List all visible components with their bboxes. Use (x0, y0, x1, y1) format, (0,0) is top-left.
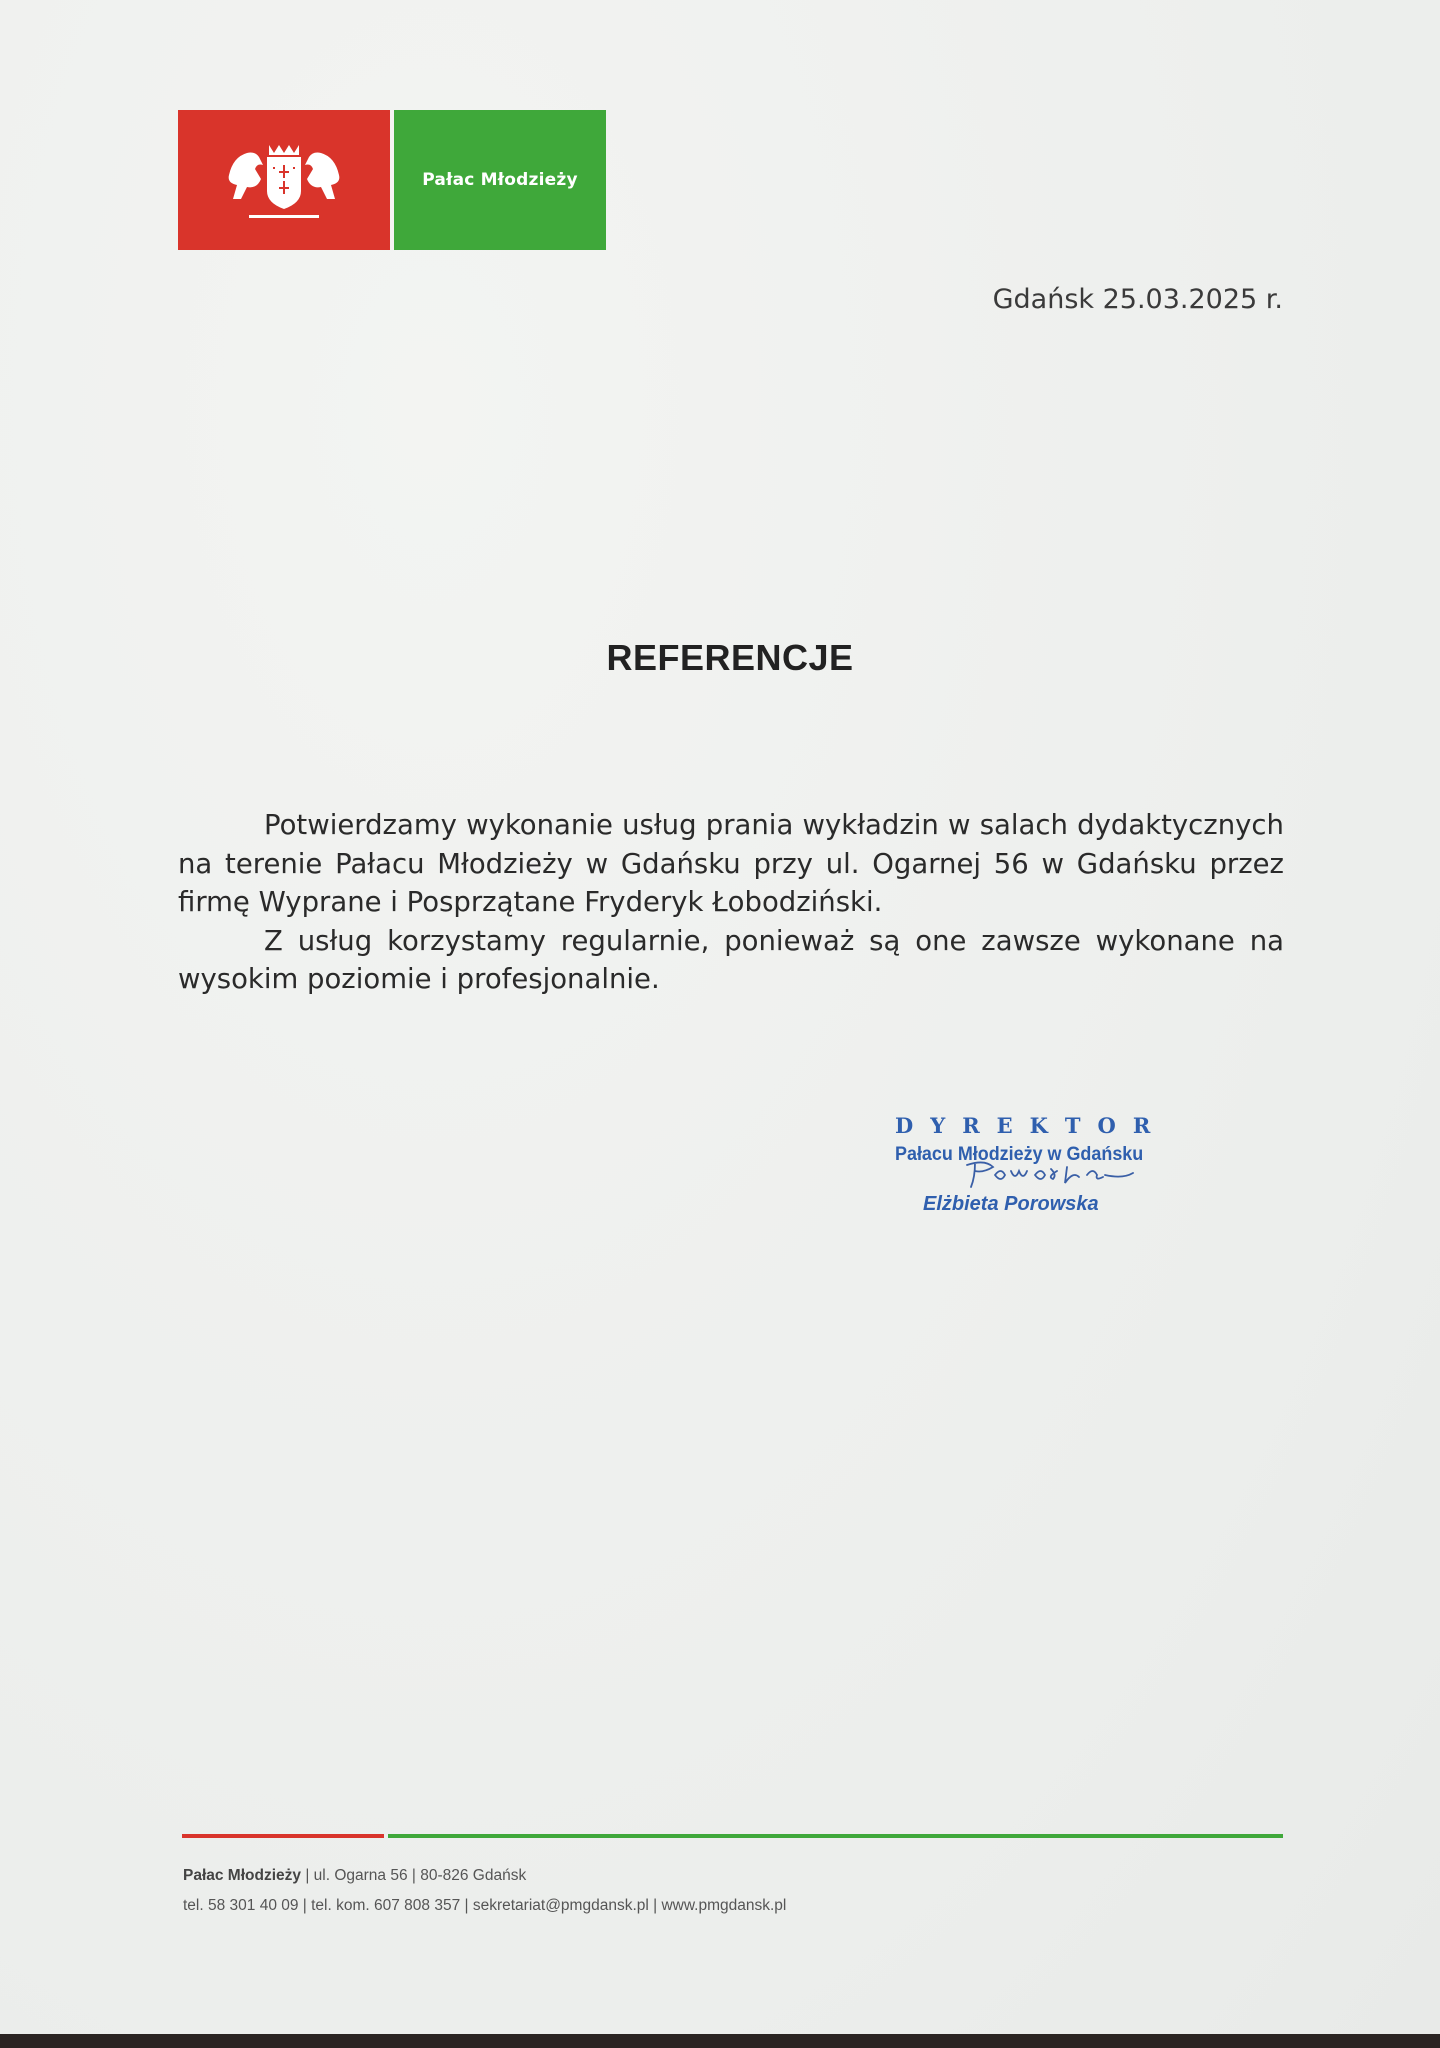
letterhead-footer (183, 1861, 786, 1921)
stamp-institution: Pałacu Młodzieży w Gdańsku (895, 1143, 1144, 1165)
palac-mlodziezy-logo (178, 110, 606, 250)
body-paragraph: Potwierdzamy wykonanie usług prania wykładzin w salach dydaktycznych na terenie Pałacu Młodzieży w Gdańsku przy ul. Ogarnej 56 w Gdańsku przez firmę Wyprane i Posprzątane Fryderyk Łobodziński. (178, 809, 1284, 918)
lions-crest-icon (209, 135, 359, 225)
footer-divider (182, 1834, 1283, 1838)
stamp-title: DYREKTOR (895, 1113, 1168, 1138)
footer-address: | ul. Ogarna 56 | 80-826 Gdańsk (301, 1867, 527, 1884)
body-paragraph: Z usług korzystamy regularnie, ponieważ są one zawsze wykonane na wysokim poziomie i profesjonalnie. (178, 924, 1284, 995)
letter-body (178, 806, 1284, 999)
logo-name-panel (394, 110, 606, 250)
document-title: REFERENCJE (606, 637, 854, 678)
footer-contact: tel. 58 301 40 09 | tel. kom. 607 808 357 | sekretariat@pmgdansk.pl | www.pmgdansk.pl (183, 1897, 787, 1914)
logo-name: Pałac Młodzieży (422, 170, 578, 190)
handwritten-signature (955, 1157, 1145, 1191)
stamp-name: Elżbieta Porowska (923, 1193, 1099, 1215)
letter-date: Gdańsk 25.03.2025 r. (992, 284, 1283, 315)
gdansk-coat-of-arms (178, 110, 390, 250)
footer-address-line (183, 1861, 786, 1891)
footer-org-name: Pałac Młodzieży (183, 1867, 302, 1884)
